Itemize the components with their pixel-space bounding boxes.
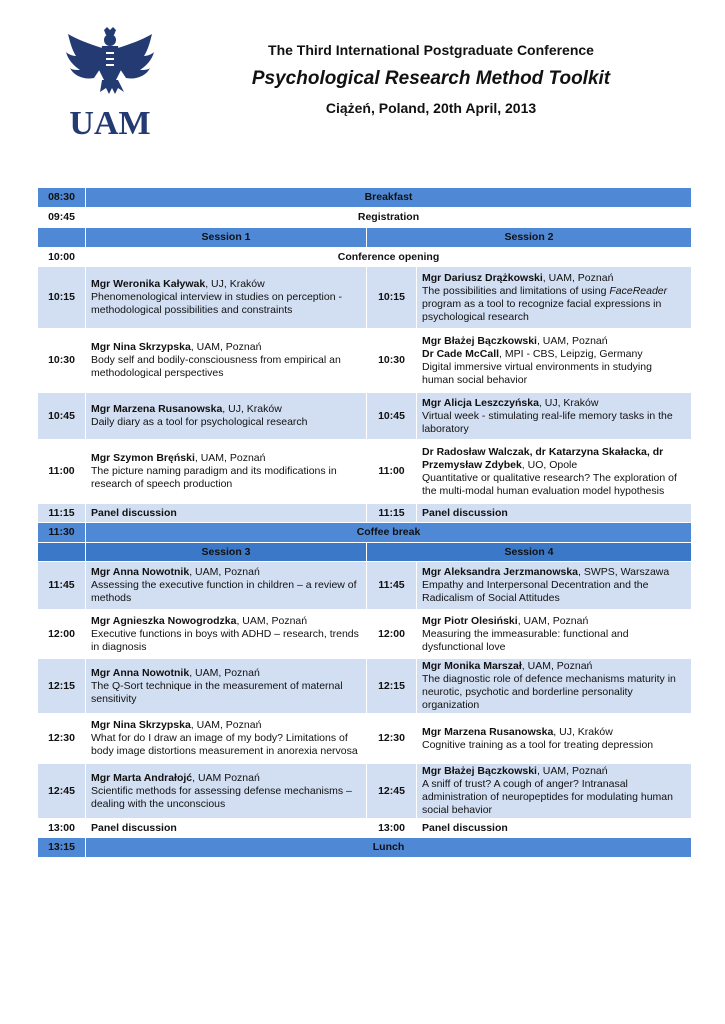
time-cell: 10:15 (367, 267, 417, 329)
speaker-affiliation: , UAM, Poznań (236, 614, 308, 627)
speaker-name: Mgr Monika Marszał (422, 660, 522, 672)
talk-title-part: program as a tool to recognize facial expressions in psychological research (422, 297, 662, 323)
panel-discussion: Panel discussion (86, 819, 367, 838)
time-cell: 11:45 (367, 562, 417, 610)
talk-title: Empathy and Interpersonal Decentration and the Radicalism of Social Attitudes (422, 579, 649, 604)
table-row (38, 562, 692, 610)
time-cell: 11:30 (38, 523, 86, 543)
talk-cell (417, 562, 692, 610)
talk-title: Virtual week - stimulating real-life memory tasks in the laboratory (422, 409, 673, 435)
talk-title: What for do I draw an image of my body? Limitations of body image distortions measurement in anorexia nervosa (91, 732, 358, 757)
breakfast-label: Breakfast (86, 188, 692, 208)
talk-title-italic: FaceReader (609, 284, 668, 297)
table-row (38, 188, 692, 208)
time-cell: 13:15 (38, 838, 86, 858)
speaker (91, 452, 361, 465)
session-4-header: Session 4 (367, 543, 692, 562)
time-cell: 10:45 (367, 393, 417, 440)
talk-title: Assessing the executive function in children – a review of methods (91, 579, 357, 604)
talk-title: Digital immersive virtual environments in studying human social behavior (422, 360, 652, 386)
speaker-affiliation: , UJ, Kraków (205, 278, 265, 290)
conference-place-date: Ciążeń, Poland, 20th April, 2013 (325, 100, 537, 116)
programme-table (37, 187, 692, 858)
speaker-name: Mgr Anna Nowotnik (91, 666, 190, 679)
speaker-name: Mgr Marzena Rusanowska (422, 725, 554, 738)
speaker-name: Mgr Nina Skrzypska (91, 341, 191, 353)
talk-title: The diagnostic role of defence mechanisms maturity in neurotic, psychotic and borderline personality organization (422, 673, 676, 711)
time-cell: 12:00 (38, 610, 86, 659)
time-cell: 12:15 (38, 659, 86, 714)
speaker-name: Mgr Nina Skrzypska (91, 719, 191, 731)
speaker (422, 335, 686, 348)
speaker (91, 403, 361, 416)
talk-cell (86, 714, 367, 764)
talk-title (422, 285, 686, 324)
speaker (422, 660, 686, 673)
registration-label: Registration (86, 208, 692, 228)
speaker (422, 272, 686, 285)
speaker-affiliation: , MPI - CBS, Leipzig, Germany (499, 347, 643, 360)
speaker-affiliation: , SWPS, Warszawa (578, 566, 670, 578)
table-row (38, 610, 692, 659)
speaker-name: Mgr Agnieszka Nowogrodzka (91, 614, 237, 627)
time-cell: 12:00 (367, 610, 417, 659)
table-row (38, 819, 692, 838)
talk-title: The picture naming paradigm and its modifications in research of speech production (91, 465, 337, 490)
speaker (91, 278, 361, 291)
speaker-name: Mgr Marzena Rusanowska (91, 403, 223, 415)
table-row (38, 228, 692, 248)
time-cell: 12:30 (367, 714, 417, 764)
talk-cell (86, 329, 367, 393)
table-row (38, 329, 692, 393)
talk-cell (417, 267, 692, 329)
talk-title: Cognitive training as a tool for treating depression (422, 738, 654, 751)
talk-title: Executive functions in boys with ADHD – research, trends in diagnosis (91, 627, 359, 653)
speaker-name: Mgr Weronika Kaływak (91, 278, 206, 290)
panel-discussion: Panel discussion (86, 504, 367, 523)
time-cell: 12:45 (38, 764, 86, 819)
talk-cell (417, 329, 692, 393)
time-cell: 13:00 (367, 819, 417, 838)
session-2-header: Session 2 (367, 228, 692, 248)
speaker-affiliation: , UAM Poznań (192, 771, 260, 784)
eagle-emblem-icon (62, 26, 158, 138)
time-cell: 11:00 (38, 440, 86, 504)
session-3-header: Session 3 (86, 543, 367, 562)
speaker-affiliation: , UO, Opole (521, 458, 578, 471)
speaker (91, 667, 361, 680)
speaker-affiliation: , UAM, Poznań (521, 660, 593, 672)
talk-cell (86, 440, 367, 504)
speaker-affiliation: , UAM, Poznań (189, 666, 260, 679)
talk-cell (417, 440, 692, 504)
speaker (91, 615, 361, 628)
time-cell: 11:15 (38, 504, 86, 523)
uam-logo (62, 26, 158, 138)
talk-title: The Q-Sort technique in the measurement of maternal sensitivity (91, 679, 343, 705)
speaker-affiliation: , UAM, Poznań (190, 719, 262, 731)
talk-cell (417, 714, 692, 764)
time-cell: 08:30 (38, 188, 86, 208)
lunch-label: Lunch (86, 838, 692, 858)
talk-title: Quantitative or qualitative research? The exploration of the multi-modal human evaluation model hypothesis (422, 471, 677, 497)
talk-cell (86, 562, 367, 610)
speaker-affiliation: , UAM, Poznań (189, 566, 260, 578)
speaker-affiliation: , UAM, Poznań (190, 341, 262, 353)
time-cell: 12:45 (367, 764, 417, 819)
talk-cell (417, 610, 692, 659)
speaker (91, 719, 361, 732)
speaker-name: Mgr Błażej Bączkowski (422, 334, 537, 347)
speaker-affiliation: , UJ, Kraków (222, 403, 282, 415)
speaker-name: Mgr Szymon Bręński (91, 452, 195, 464)
talk-title: Daily diary as a tool for psychological research (91, 416, 308, 428)
talk-cell (86, 764, 367, 819)
speaker (422, 446, 686, 472)
speaker-name: Dr Radosław Walczak, dr Katarzyna Skałacka, dr Przemysław Zdybek (422, 445, 664, 471)
speaker (91, 341, 361, 354)
session-1-header: Session 1 (86, 228, 367, 248)
speaker-name: Mgr Dariusz Drążkowski (422, 271, 543, 284)
speaker-affiliation: , UAM, Poznań (194, 452, 266, 464)
speaker (422, 765, 686, 778)
speaker (91, 566, 361, 579)
talk-title: Phenomenological interview in studies on perception - methodological possibilities and constraints (91, 291, 342, 316)
opening-label: Conference opening (86, 248, 692, 267)
time-cell: 10:15 (38, 267, 86, 329)
speaker-affiliation: , UAM, Poznań (517, 614, 589, 627)
talk-title: Measuring the immeasurable: functional and dysfunctional love (422, 627, 629, 653)
conference-name: The Third International Postgraduate Conference (268, 42, 594, 58)
time-cell: 10:45 (38, 393, 86, 440)
speaker-name: Mgr Piotr Olesiński (422, 614, 518, 627)
table-row (38, 838, 692, 858)
speaker-affiliation: , UAM, Poznań (536, 765, 608, 777)
time-cell: 10:30 (367, 329, 417, 393)
talk-cell (86, 267, 367, 329)
speaker-affiliation: , UAM, Poznań (536, 334, 608, 347)
speaker-name: Mgr Anna Nowotnik (91, 566, 190, 578)
talk-title-part: The possibilities and limitations of using (422, 284, 610, 297)
speaker (422, 348, 686, 361)
speaker-name: Mgr Aleksandra Jerzmanowska (422, 566, 579, 578)
empty-cell (38, 543, 86, 562)
talk-cell (417, 659, 692, 714)
talk-cell (86, 610, 367, 659)
logo-text: UAM (69, 105, 151, 138)
time-cell: 13:00 (38, 819, 86, 838)
speaker (91, 772, 361, 785)
talk-title: A sniff of trust? A cough of anger? Intranasal administration of neuropeptides for modulating human social behavior (422, 778, 673, 816)
table-row (38, 208, 692, 228)
talk-title: Body self and bodily-consciousness from empirical an methodological perspectives (91, 354, 341, 379)
time-cell: 10:00 (38, 248, 86, 267)
speaker-name: Dr Cade McCall (422, 347, 500, 360)
time-cell: 11:00 (367, 440, 417, 504)
speaker-name: Mgr Marta Andrałojć (91, 771, 193, 784)
time-cell: 11:15 (367, 504, 417, 523)
table-row (38, 267, 692, 329)
table-row (38, 659, 692, 714)
speaker-name: Mgr Alicja Leszczyńska (422, 396, 539, 409)
speaker-affiliation: , UAM, Poznań (542, 271, 614, 284)
panel-discussion: Panel discussion (417, 819, 692, 838)
time-cell: 12:30 (38, 714, 86, 764)
talk-cell (86, 659, 367, 714)
talk-cell (417, 764, 692, 819)
table-row (38, 440, 692, 504)
empty-cell (38, 228, 86, 248)
speaker (422, 615, 686, 628)
time-cell: 09:45 (38, 208, 86, 228)
document-header (228, 40, 634, 118)
talk-cell (417, 393, 692, 440)
table-row (38, 523, 692, 543)
talk-title: Scientific methods for assessing defense mechanisms – dealing with the unconscious (91, 784, 352, 810)
speaker-affiliation: , UJ, Kraków (538, 396, 599, 409)
time-cell: 10:30 (38, 329, 86, 393)
speaker (422, 566, 686, 579)
speaker-name: Mgr Błażej Bączkowski (422, 765, 537, 777)
speaker (422, 397, 686, 410)
speaker (422, 726, 686, 739)
table-row (38, 543, 692, 562)
conference-title: Psychological Research Method Toolkit (251, 68, 611, 89)
speaker-affiliation: , UJ, Kraków (553, 725, 613, 738)
time-cell: 11:45 (38, 562, 86, 610)
table-row (38, 504, 692, 523)
table-row (38, 764, 692, 819)
talk-cell (86, 393, 367, 440)
table-row (38, 714, 692, 764)
panel-discussion: Panel discussion (417, 504, 692, 523)
coffee-break-label: Coffee break (86, 523, 692, 543)
table-row (38, 393, 692, 440)
time-cell: 12:15 (367, 659, 417, 714)
table-row (38, 248, 692, 267)
